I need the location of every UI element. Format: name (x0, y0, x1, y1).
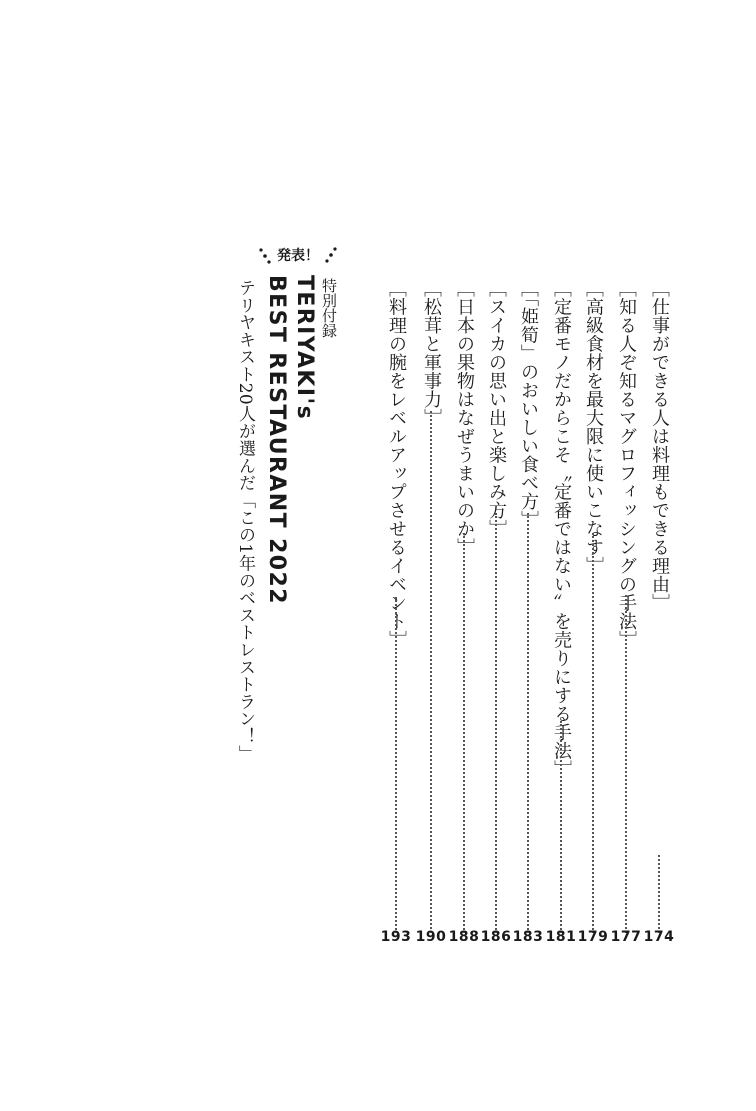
toc-entry[interactable] (481, 279, 511, 933)
toc-entry[interactable] (578, 279, 608, 933)
toc-entry[interactable] (644, 279, 674, 933)
toc-page-number: 193 (380, 929, 412, 945)
toc-entry[interactable] (546, 279, 576, 933)
toc-entry[interactable] (416, 279, 446, 933)
toc-entry-title: ［定番モノだからこそ〝定番ではない〟を売りにする手法］ (551, 279, 572, 779)
toc-leader-dots (592, 533, 594, 933)
announcement-badge (257, 243, 339, 267)
toc-page-number: 190 (415, 929, 447, 945)
toc-entry-title: ［料理の腕をレベルアップさせるイベント］ (386, 279, 407, 649)
toc-entry-title: ［松茸と軍事力］ (421, 279, 442, 427)
toc-leader-dots (527, 513, 529, 933)
supplement-title[interactable]: TERIYAKI's BEST RESTAURANT 2022 (264, 275, 317, 605)
toc-page-number: 174 (643, 929, 675, 945)
toc-page-number: 179 (577, 929, 609, 945)
toc-entry[interactable] (449, 279, 479, 933)
toc-entry[interactable] (381, 279, 411, 933)
toc-entry-title: ［仕事ができる人は料理もできる理由］ (649, 279, 670, 612)
toc-page-number: 181 (545, 929, 577, 945)
toc-leader-dots (495, 513, 497, 933)
toc-entry-title: ［日本の果物はなぜうまいのか］ (454, 279, 475, 557)
toc-leader-dots (395, 597, 397, 933)
toc-entry-title: ［スイカの思い出と楽しみ方］ (486, 279, 507, 538)
toc-leader-dots (625, 595, 627, 933)
supplement-label: 特別付録 (320, 278, 338, 338)
toc-page-number: 177 (610, 929, 642, 945)
toc-page-number: 188 (448, 929, 480, 945)
toc-page-number: 186 (480, 929, 512, 945)
toc-leader-dots (430, 411, 432, 933)
toc-entry[interactable] (513, 279, 543, 933)
toc-leader-dots (658, 855, 660, 933)
sparkle-icon (323, 245, 339, 265)
toc-leader-dots (560, 721, 562, 933)
sparkle-icon (257, 245, 273, 265)
toc-page-number: 183 (512, 929, 544, 945)
toc-entry-title: ［知る人ぞ知るマグロフィッシングの手法］ (616, 279, 637, 649)
toc-leader-dots (463, 533, 465, 933)
toc-entry-title: ［高級食材を最大限に使いこなす］ (583, 279, 604, 575)
toc-entry[interactable] (611, 279, 641, 933)
supplement-subtitle: テリヤキスト20人が選んだ「この1年のベストレストラン！」 (235, 279, 255, 763)
toc-entry-title: ［「姫筍」のおいしい食べ方］ (518, 279, 539, 529)
badge-label: 発表！ (277, 248, 319, 264)
